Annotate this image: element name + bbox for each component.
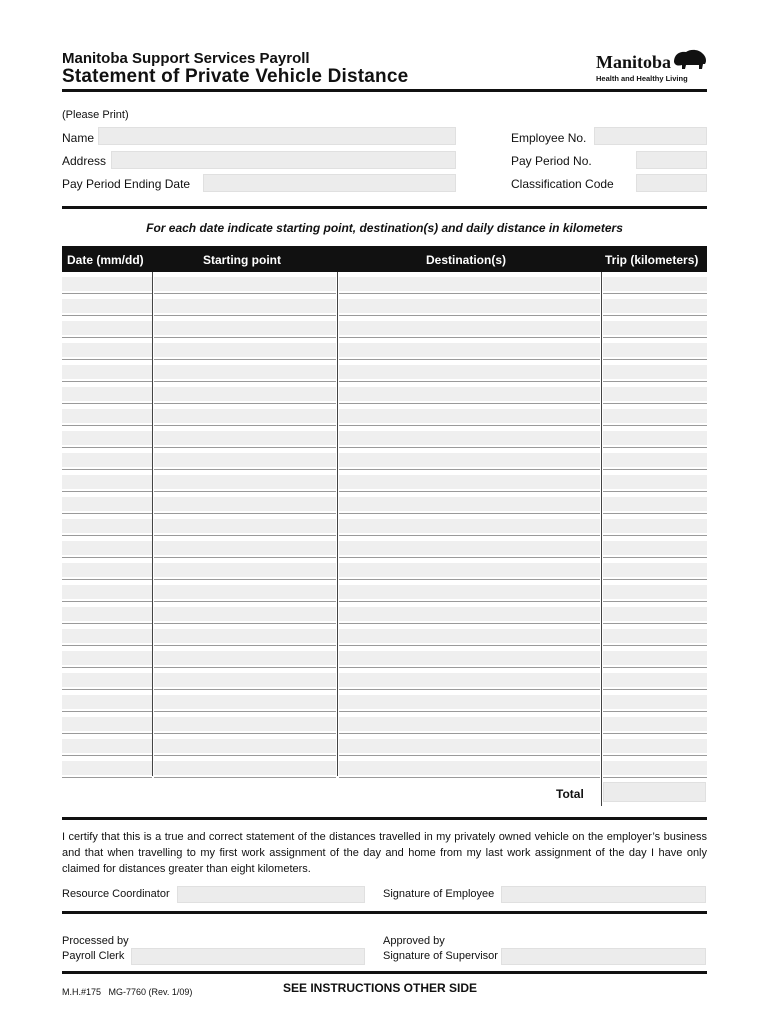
row-line [62,667,152,668]
trip-km-cell[interactable] [603,541,707,555]
trip-km-cell[interactable] [603,453,707,467]
row-line [62,447,152,448]
row-line [62,601,152,602]
row-line [154,403,336,404]
starting-point-cell[interactable] [154,695,336,709]
row-line [62,623,152,624]
date-cell[interactable] [62,365,152,379]
row-line [154,601,336,602]
date-cell[interactable] [62,541,152,555]
row-line [62,777,152,778]
row-line [154,469,336,470]
row-line [154,645,336,646]
row-line [154,337,336,338]
row-line [154,733,336,734]
row-line [154,777,336,778]
row-line [603,359,707,360]
trip-km-cell[interactable] [603,299,707,313]
row-line [603,557,707,558]
logo-subtext: Health and Healthy Living [596,74,688,83]
certification-text: I certify that this is a true and correct statement of the distances travelled in my privately owned vehicle on the employer’s business and that when travelling to my first work assignment of the day and home from my last work assignment of the day I have only claimed for distances greater than eight kilometers. [62,831,707,875]
row-line [62,711,152,712]
starting-point-cell[interactable] [154,321,336,335]
row-line [339,513,600,514]
starting-point-cell[interactable] [154,629,336,643]
resource-coordinator-field[interactable] [177,886,365,903]
row-line [62,755,152,756]
starting-point-cell[interactable] [154,365,336,379]
row-line [62,733,152,734]
date-cell[interactable] [62,607,152,621]
destination-cell[interactable] [339,387,600,401]
row-line [62,535,152,536]
classification-code-label: Classification Code [511,177,614,191]
destination-cell[interactable] [339,321,600,335]
row-line [154,711,336,712]
date-cell[interactable] [62,585,152,599]
row-line [603,315,707,316]
row-line [603,381,707,382]
destination-cell[interactable] [339,497,600,511]
date-cell[interactable] [62,387,152,401]
starting-point-cell[interactable] [154,453,336,467]
row-line [154,667,336,668]
row-line [339,601,600,602]
trip-km-cell[interactable] [603,431,707,445]
destination-cell[interactable] [339,343,600,357]
date-cell[interactable] [62,431,152,445]
row-line [339,579,600,580]
row-line [154,513,336,514]
row-line [603,535,707,536]
row-line [339,403,600,404]
resource-coordinator-label: Resource Coordinator [62,888,170,900]
starting-point-cell[interactable] [154,387,336,401]
signature-employee-field[interactable] [501,886,706,903]
row-line [154,315,336,316]
destination-cell[interactable] [339,453,600,467]
row-line [603,337,707,338]
row-line [603,755,707,756]
row-line [62,425,152,426]
date-cell[interactable] [62,519,152,533]
date-cell[interactable] [62,651,152,665]
starting-point-cell[interactable] [154,299,336,313]
date-cell[interactable] [62,497,152,511]
trip-km-cell[interactable] [603,585,707,599]
date-cell[interactable] [62,277,152,291]
destination-cell[interactable] [339,299,600,313]
row-line [154,557,336,558]
row-line [603,689,707,690]
row-line [603,513,707,514]
date-cell[interactable] [62,695,152,709]
starting-point-cell[interactable] [154,541,336,555]
trip-km-cell[interactable] [603,651,707,665]
trip-km-cell[interactable] [603,343,707,357]
destination-cell[interactable] [339,607,600,621]
destination-cell[interactable] [339,761,600,775]
row-line [339,777,600,778]
row-line [603,425,707,426]
signature-supervisor-field[interactable] [501,948,706,965]
row-line [62,469,152,470]
destination-cell[interactable] [339,673,600,687]
row-line [154,491,336,492]
row-line [62,557,152,558]
row-line [603,491,707,492]
trip-km-cell[interactable] [603,409,707,423]
signature-supervisor-label: Signature of Supervisor [383,950,498,962]
date-cell[interactable] [62,409,152,423]
trip-km-cell[interactable] [603,607,707,621]
address-label: Address [62,154,107,168]
starting-point-cell[interactable] [154,431,336,445]
row-line [339,645,600,646]
date-cell[interactable] [62,761,152,775]
date-cell[interactable] [62,321,152,335]
row-line [62,579,152,580]
row-line [339,359,600,360]
row-line [62,315,152,316]
row-line [62,491,152,492]
row-line [62,337,152,338]
row-line [339,491,600,492]
row-line [339,535,600,536]
destination-cell[interactable] [339,475,600,489]
starting-point-cell[interactable] [154,563,336,577]
starting-point-cell[interactable] [154,607,336,621]
row-line [339,711,600,712]
form-number: M.H.#175 MG-7760 (Rev. 1/09) [62,987,193,997]
approved-by-label: Approved by [383,935,445,947]
please-print-note: (Please Print) [62,109,129,121]
starting-point-cell[interactable] [154,651,336,665]
employee-no-label: Employee No. [511,131,587,145]
row-line [339,623,600,624]
row-line [62,381,152,382]
row-line [603,733,707,734]
starting-point-cell[interactable] [154,717,336,731]
trip-km-cell[interactable] [603,761,707,775]
date-cell[interactable] [62,453,152,467]
trip-km-cell[interactable] [603,277,707,291]
starting-point-cell[interactable] [154,475,336,489]
starting-point-cell[interactable] [154,673,336,687]
col-trip-km: Trip (kilometers) [605,253,699,267]
starting-point-cell[interactable] [154,519,336,533]
total-rule [62,817,707,820]
row-line [339,557,600,558]
date-cell[interactable] [62,563,152,577]
starting-point-cell[interactable] [154,497,336,511]
trip-km-cell[interactable] [603,519,707,533]
signature-employee-label: Signature of Employee [383,888,495,900]
row-line [339,381,600,382]
payroll-clerk-field[interactable] [131,948,365,965]
table-instruction: For each date indicate starting point, destination(s) and daily distance in kilometers [146,221,623,235]
row-line [62,689,152,690]
row-line [62,403,152,404]
trip-km-cell[interactable] [603,387,707,401]
row-line [62,513,152,514]
row-line [339,425,600,426]
row-line [339,733,600,734]
destination-cell[interactable] [339,629,600,643]
page-title: Statement of Private Vehicle Distance [62,66,409,87]
trip-km-cell[interactable] [603,629,707,643]
trip-km-cell[interactable] [603,475,707,489]
name-label: Name [62,131,95,145]
col-date: Date (mm/dd) [67,253,144,267]
row-line [603,403,707,404]
destination-cell[interactable] [339,695,600,709]
starting-point-cell[interactable] [154,343,336,357]
date-cell[interactable] [62,629,152,643]
row-line [154,359,336,360]
row-line [154,425,336,426]
row-line [603,293,707,294]
row-line [603,447,707,448]
col-destinations: Destination(s) [426,253,507,267]
destination-cell[interactable] [339,409,600,423]
starting-point-cell[interactable] [154,409,336,423]
row-line [339,337,600,338]
row-line [603,623,707,624]
form-subtitle: Manitoba Support Services Payroll [62,50,310,67]
destination-cell[interactable] [339,717,600,731]
row-line [339,447,600,448]
destination-cell[interactable] [339,563,600,577]
signature-rule [62,911,707,914]
row-line [603,645,707,646]
footer-rule [62,971,707,974]
col-starting-point: Starting point [203,253,281,267]
trip-km-cell[interactable] [603,321,707,335]
processed-by-label: Processed by [62,935,129,947]
row-line [339,293,600,294]
date-cell[interactable] [62,739,152,753]
date-cell[interactable] [62,299,152,313]
date-cell[interactable] [62,475,152,489]
row-line [339,755,600,756]
destination-cell[interactable] [339,431,600,445]
row-line [154,689,336,690]
pay-period-ending-label: Pay Period Ending Date [62,177,191,191]
row-line [154,447,336,448]
destination-cell[interactable] [339,651,600,665]
row-line [154,381,336,382]
row-line [603,667,707,668]
trip-km-cell[interactable] [603,695,707,709]
row-line [603,777,707,778]
destination-cell[interactable] [339,365,600,379]
column-divider [601,272,602,806]
starting-point-cell[interactable] [154,739,336,753]
destination-cell[interactable] [339,541,600,555]
starting-point-cell[interactable] [154,761,336,775]
date-cell[interactable] [62,717,152,731]
row-line [154,755,336,756]
total-label: Total [556,787,584,801]
trip-km-cell[interactable] [603,739,707,753]
row-line [62,359,152,360]
row-line [339,469,600,470]
logo-text: Manitoba [596,52,672,72]
date-cell[interactable] [62,343,152,357]
date-cell[interactable] [62,673,152,687]
destination-cell[interactable] [339,277,600,291]
row-line [62,645,152,646]
pay-period-no-label: Pay Period No. [511,154,592,168]
row-line [603,601,707,602]
row-line [603,579,707,580]
column-divider [337,272,338,776]
instructions-note: SEE INSTRUCTIONS OTHER SIDE [283,981,478,995]
row-line [154,579,336,580]
row-line [339,689,600,690]
row-line [154,623,336,624]
row-line [339,315,600,316]
row-line [154,293,336,294]
trip-km-cell[interactable] [603,365,707,379]
starting-point-cell[interactable] [154,585,336,599]
trip-km-cell[interactable] [603,563,707,577]
row-line [62,293,152,294]
destination-cell[interactable] [339,519,600,533]
destination-cell[interactable] [339,585,600,599]
payroll-clerk-label: Payroll Clerk [62,950,125,962]
trip-km-cell[interactable] [603,497,707,511]
destination-cell[interactable] [339,739,600,753]
row-line [603,711,707,712]
starting-point-cell[interactable] [154,277,336,291]
column-divider [152,272,153,776]
trip-km-cell[interactable] [603,673,707,687]
row-line [154,535,336,536]
total-field[interactable] [603,782,706,802]
trip-km-cell[interactable] [603,717,707,731]
row-line [603,469,707,470]
row-line [339,667,600,668]
